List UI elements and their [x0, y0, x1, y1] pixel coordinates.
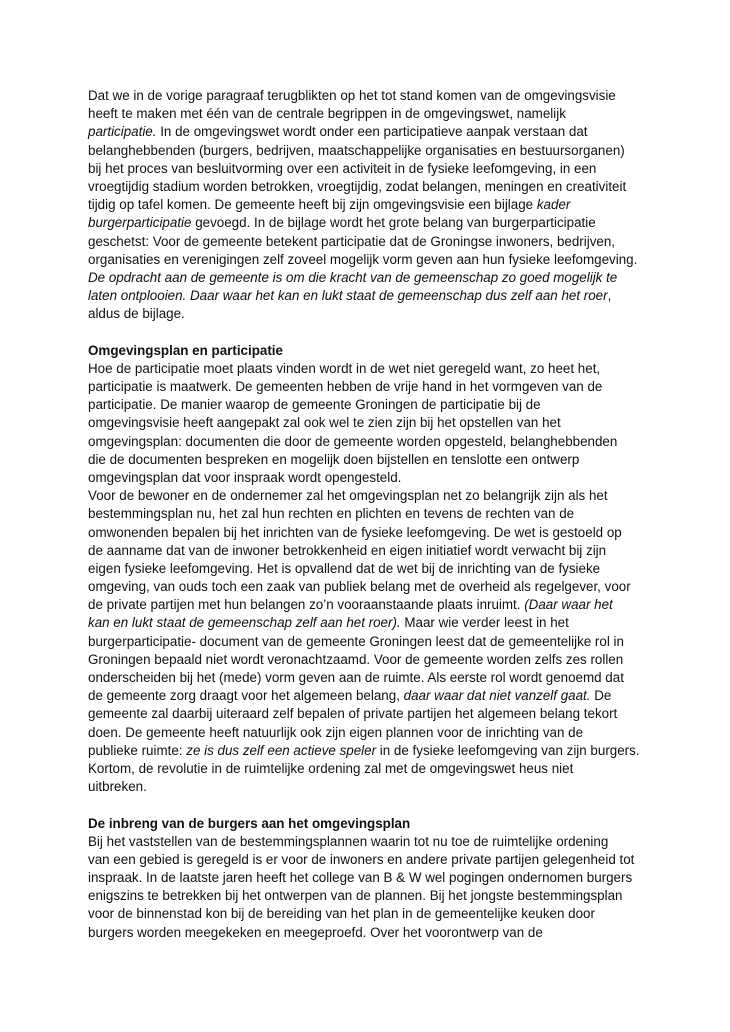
text-line — [88, 905, 668, 923]
text-run: de private partijen met hun belangen zo’n vooraanstaande plaats inruimt. — [88, 597, 525, 613]
text-run: bestemmingsplan nu, het zal hun rechten en plichten en tevens de rechten van de — [88, 506, 575, 522]
text-run: gevoegd. In de bijlage wordt het grote belang van burgerparticipatie — [191, 215, 596, 231]
text-run: De — [590, 688, 612, 704]
text-line — [88, 869, 668, 887]
text-run: onderscheiden bij het (mede) vorm geven aan de ruimte. Als eerste rol wordt genoemd dat — [88, 670, 624, 685]
text-run: gemeente zal daarbij uiteraard zelf bepalen of private partijen het algemeen belang tekort — [88, 706, 618, 722]
text-line — [88, 414, 668, 432]
text-line — [88, 269, 668, 287]
italic-text: kader — [536, 197, 571, 213]
italic-text: ze is dus zelf een actieve speler — [186, 742, 377, 758]
text-line — [88, 560, 668, 578]
text-run: heeft te maken met één van de centrale begrippen in de omgevingswet, namelijk — [88, 106, 566, 122]
text-run: participatie is maatwerk. De gemeenten hebben de vrije hand in het vormgeven van de — [88, 379, 603, 394]
italic-text: participatie. — [88, 124, 157, 140]
text-run: die de documenten bespreken en mogelijk doen bijstellen en tenslotte een ontwerp — [88, 451, 580, 467]
text-line — [88, 851, 668, 869]
italic-text: daar waar dat niet vanzelf gaat. — [403, 688, 591, 704]
text-line — [88, 123, 668, 141]
text-line — [88, 651, 668, 669]
text-run: Maar wie verder leest in het — [400, 615, 569, 631]
text-line — [88, 596, 668, 614]
text-run: burgers worden meegekeken en meegeproefd. Over het voorontwerp van de — [88, 924, 543, 940]
section-spacer — [88, 323, 668, 341]
text-run: In de omgevingswet wordt onder een participatieve aanpak verstaan dat — [156, 124, 588, 140]
text-run: omgevingsplan dat voor inspraak wordt opengesteld. — [88, 469, 402, 485]
italic-text: burgerparticipatie — [88, 215, 192, 231]
text-run: in de fysieke leefomgeving van zijn burgers. — [376, 742, 640, 758]
text-run: belanghebbenden (burgers, bedrijven, maatschappelijke organisaties en bestuursorganen) — [88, 142, 625, 158]
text-line — [88, 87, 668, 105]
text-run: de gemeente zorg draagt voor het algemeen belang, — [88, 688, 404, 704]
text-run: doen. De gemeente heeft natuurlijk ook zijn eigen plannen voor de inrichting van de — [88, 724, 584, 740]
text-line — [88, 251, 668, 269]
text-line — [88, 687, 668, 705]
text-run: publieke ruimte: — [88, 742, 187, 758]
text-line — [88, 578, 668, 596]
text-run: de aanname dat van de inwoner betrokkenheid en eigen initiatief wordt verwacht bij zijn — [88, 542, 607, 558]
text-run: uitbreken. — [88, 779, 147, 795]
text-run: aldus de bijlage. — [88, 306, 185, 322]
text-line — [88, 778, 668, 796]
document-body — [88, 87, 668, 942]
text-line — [88, 360, 668, 378]
text-line — [88, 105, 668, 123]
text-run: bij het proces van besluitvorming over een activiteit in de fysieke leefomgeving, in een — [88, 160, 597, 176]
text-run: vroegtijdig stadium worden betrokken, vroegtijdig, zodat belangen, meningen en creativiteit — [88, 178, 627, 194]
text-line — [88, 505, 668, 523]
text-run: Voor de bewoner en de ondernemer zal het omgevingsplan net zo belangrijk zijn als het — [88, 488, 608, 504]
text-line — [88, 833, 668, 851]
italic-text: (Daar waar het — [524, 597, 613, 613]
text-run: omgevingsplan: documenten die door de gemeente worden opgesteld, belanghebbenden — [88, 433, 618, 449]
text-run: van een gebied is geregeld is er voor de inwoners en andere private partijen gelegenheid tot — [88, 851, 635, 867]
text-run: Bij het vaststellen van de bestemmingsplannen waarin tot nu toe de ruimtelijke ordening — [88, 833, 609, 849]
text-run: geschetst: Voor de gemeente betekent participatie dat de Groningse inwoners, bedrijven, — [88, 233, 616, 249]
text-run: inspraak. In de laatste jaren heeft het college van B & W wel pogingen ondernomen burgers — [88, 870, 633, 886]
text-run: participatie. De manier waarop de gemeente Groningen de participatie bij de — [88, 397, 541, 413]
text-line — [88, 196, 668, 214]
text-run: Groningen bepaald niet wordt veronachtzaamd. Voor de gemeente worden zelfs zes rollen — [88, 651, 624, 667]
text-line — [88, 305, 668, 323]
text-run: eigen fysieke leefomgeving. Het is opvallend dat de wet bij de inrichting van de fysieke — [88, 560, 601, 576]
text-line — [88, 378, 668, 396]
text-line — [88, 396, 668, 414]
text-line — [88, 451, 668, 469]
text-line — [88, 724, 668, 742]
section-spacer — [88, 796, 668, 814]
text-run: omgevingsvisie heeft aangepakt zal ook wel te zien zijn bij het opstellen van het — [88, 415, 561, 431]
italic-text: De opdracht aan de gemeente is om die kracht van de gemeenschap zo goed mogelijk te — [88, 269, 618, 285]
text-line — [88, 469, 668, 487]
text-line — [88, 433, 668, 451]
text-line — [88, 287, 668, 305]
italic-text: laten ontplooien. Daar waar het kan en lukt staat de gemeenschap dus zelf aan het roer — [88, 288, 608, 304]
text-line — [88, 160, 668, 178]
section-heading: De inbreng van de burgers aan het omgevingsplan — [88, 815, 411, 831]
text-run: Hoe de participatie moet plaats vinden wordt in de wet niet geregeld want, zo heet het, — [88, 360, 601, 376]
text-line — [88, 542, 668, 560]
text-run: omgeving, van ouds toch een zaak van publiek belang met de overheid als regelgever, voor — [88, 579, 631, 595]
text-line — [88, 760, 668, 778]
text-line — [88, 214, 668, 232]
text-run: organisaties en verenigingen zelf zoveel mogelijk vorm geven aan hun fysieke leefomgeving. — [88, 251, 638, 267]
text-line — [88, 178, 668, 196]
text-run: Kortom, de revolutie in de ruimtelijke ordening zal met de omgevingswet heus niet — [88, 760, 574, 776]
text-line — [88, 887, 668, 905]
section-heading: Omgevingsplan en participatie — [88, 342, 283, 358]
text-run: tijdig op tafel komen. De gemeente heeft bij zijn omgevingsvisie een bijlage — [88, 197, 537, 213]
italic-text: kan en lukt staat de gemeenschap zelf aan het roer). — [88, 615, 401, 631]
text-run: Dat we in de vorige paragraaf terugblikten op het tot stand komen van de omgevingsvisie — [88, 88, 616, 103]
text-run: , — [607, 288, 612, 304]
text-line — [88, 614, 668, 632]
text-line — [88, 233, 668, 251]
text-line — [88, 524, 668, 542]
text-line — [88, 669, 668, 687]
text-line — [88, 742, 668, 760]
text-run: voor de binnenstad kon bij de bereiding van het plan in de gemeentelijke keuken door — [88, 906, 595, 922]
text-run: burgerparticipatie- document van de gemeente Groningen leest dat de gemeentelijke rol in — [88, 633, 624, 649]
text-line — [88, 487, 668, 505]
text-line — [88, 705, 668, 723]
text-line — [88, 142, 668, 160]
text-line — [88, 924, 668, 942]
text-run: omwonenden bepalen bij het inrichten van de fysieke leefomgeving. De wet is gestoeld op — [88, 524, 622, 540]
text-run: enigszins te betrekken bij het ontwerpen van de plannen. Bij het jongste bestemmingsplan — [88, 888, 623, 904]
text-line — [88, 633, 668, 651]
